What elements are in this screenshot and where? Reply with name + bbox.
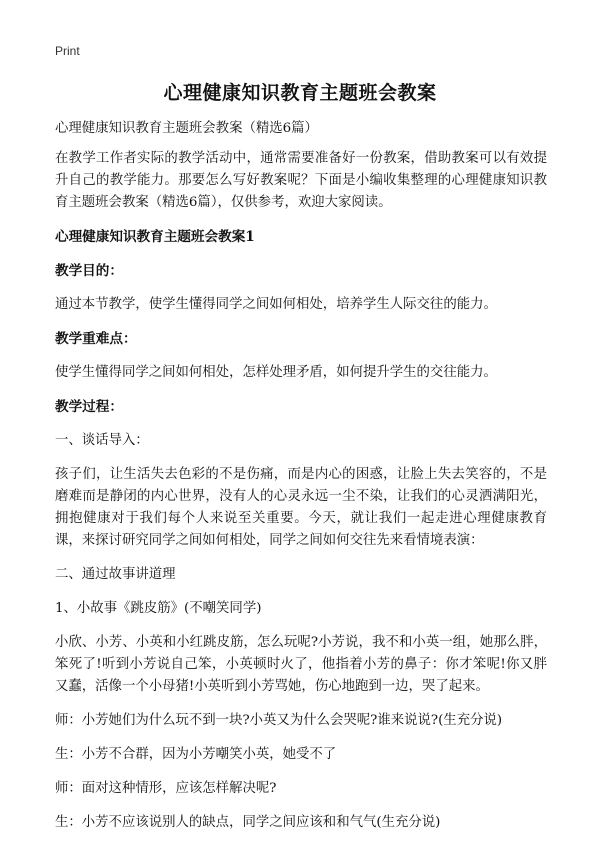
dialog-line: 生：小芳不应该说别人的缺点，同学之间应该和和气气(生充分说) <box>55 815 441 830</box>
section-heading: 心理健康知识教育主题班会教案1 <box>55 229 255 245</box>
document-body <box>55 118 547 846</box>
goal-heading: 教学目的： <box>55 263 123 279</box>
document-subtitle: 心理健康知识教育主题班会教案（精选6篇） <box>55 121 318 136</box>
step-one-paragraph: 孩子们，让生活失去色彩的不是伤痛，而是内心的困惑，让脸上失去笑容的，不是磨难而是静闭的内心世界，没有人的心灵永远一尘不染，让我们的心灵洒满阳光，拥抱健康对于我们每个人来说至关重要。今天，就让我们一起走进心理健康教育课，来探讨研究同学之间如何相处，同学之间如何交往先来看情境表演： <box>55 467 547 548</box>
story-title: 1、小故事《跳皮筋》(不嘲笑同学) <box>55 601 262 616</box>
dialog-line: 师：面对这种情形，应该怎样解决呢? <box>55 781 277 796</box>
story-paragraph: 小欣、小芳、小英和小红跳皮筋，怎么玩呢?小芳说，我不和小英一组，她那么胖，笨死了!听到小芳说自己笨，小英顿时火了，他指着小芳的鼻子：你才笨呢!你又胖又蠢，活像一个小母猪!小英听到小芳骂她，伤心地跑到一边，哭了起来。 <box>55 635 547 694</box>
goal-paragraph: 通过本节教学，使学生懂得同学之间如何相处，培养学生人际交往的能力。 <box>55 297 497 312</box>
intro-paragraph: 在教学工作者实际的教学活动中，通常需要准备好一份教案，借助教案可以有效提升自己的教学能力。那要怎么写好教案呢？下面是小编收集整理的心理健康知识教育主题班会教案（精选6篇），仅供参考，欢迎大家阅读。 <box>55 151 547 210</box>
dialog-line: 生：小芳不合群，因为小芳嘲笑小英，她受不了 <box>55 747 337 762</box>
print-label: Print <box>55 44 80 58</box>
step-two-label: 二、通过故事讲道理 <box>55 567 176 582</box>
document-title: 心理健康知识教育主题班会教案 <box>163 82 437 104</box>
process-heading: 教学过程： <box>55 399 123 415</box>
key-points-heading: 教学重难点： <box>55 331 137 347</box>
step-one-label: 一、谈话导入： <box>55 433 149 448</box>
key-points-paragraph: 使学生懂得同学之间如何相处，怎样处理矛盾，如何提升学生的交往能力。 <box>55 365 497 380</box>
dialog-line: 师：小芳她们为什么玩不到一块?小英又为什么会哭呢?谁来说说?(生充分说) <box>55 713 503 728</box>
